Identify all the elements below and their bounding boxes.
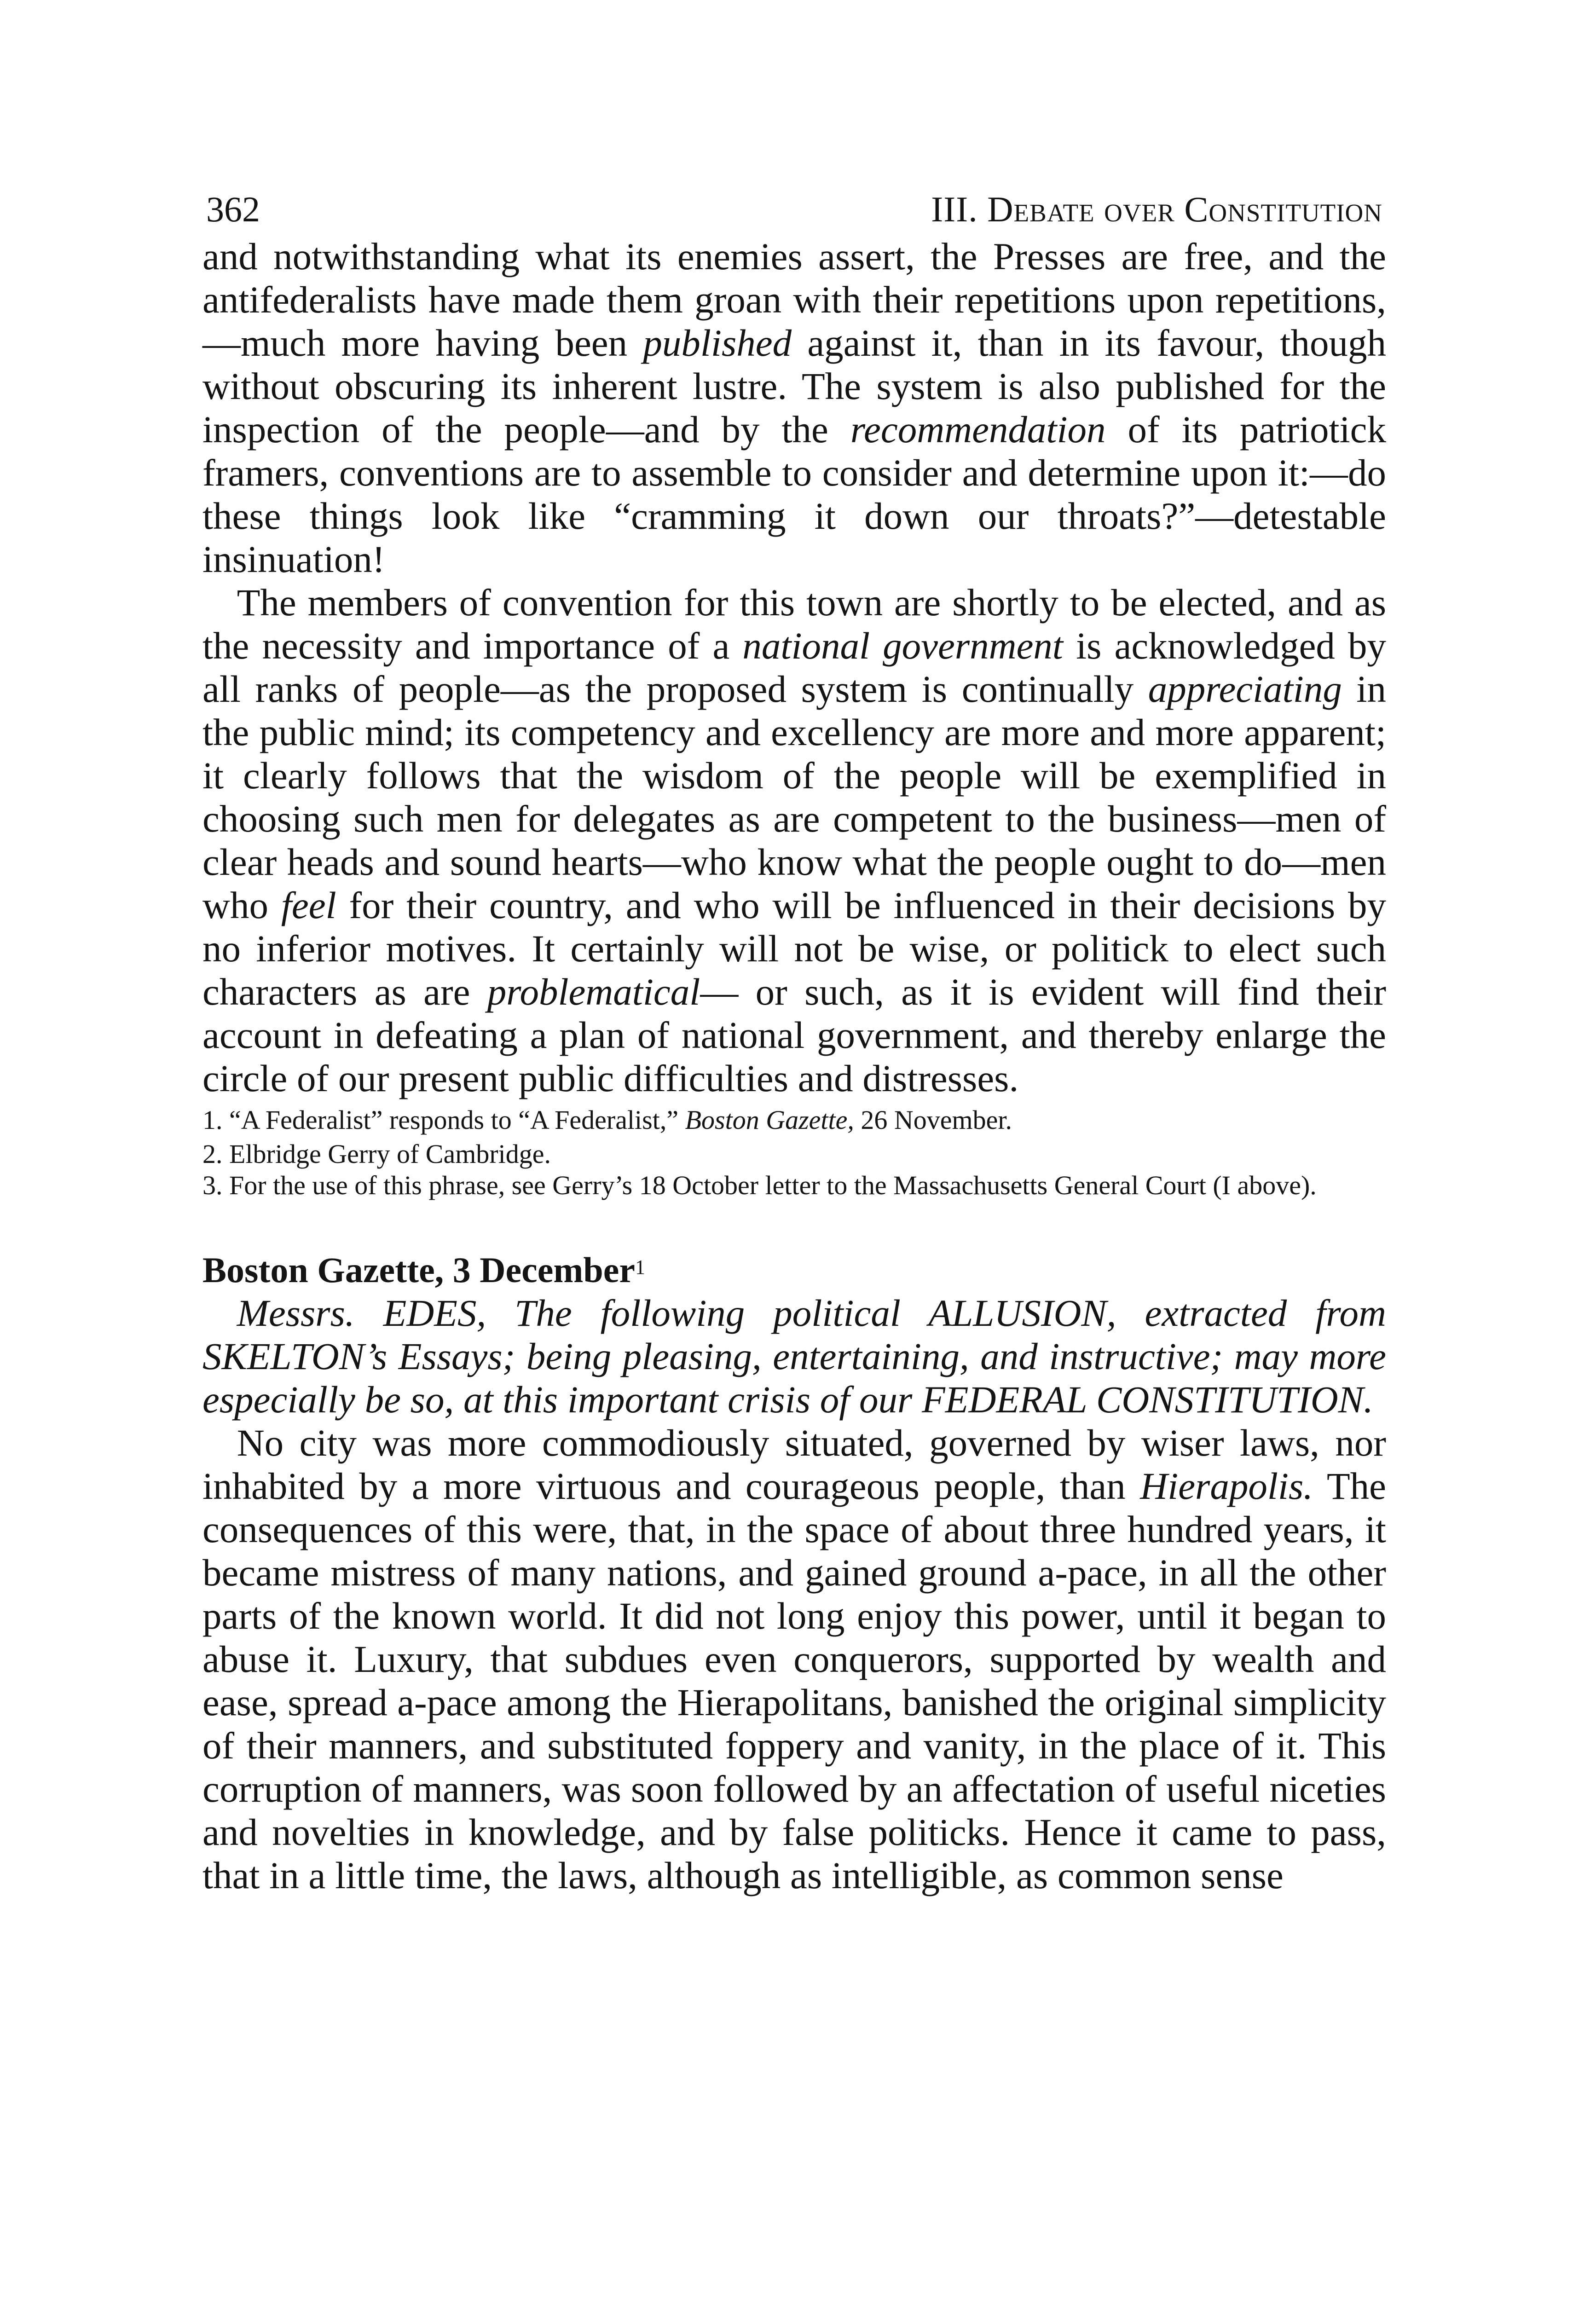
emphasis-published: published xyxy=(643,322,792,364)
page-number: 362 xyxy=(206,189,260,229)
editor-intro: Messrs. EDES, The following political ALLUSION, extracted from SKELTON’s Essays; being pleasing, entertaining, and instructive; may more especially be so, at this important crisis of our FEDERAL CONSTITUTION. xyxy=(202,1292,1386,1421)
emphasis-appreciating: appreciating xyxy=(1148,668,1342,710)
emphasis-hierapolis: Hierapolis. xyxy=(1140,1465,1313,1507)
emphasis-problematical: problematical xyxy=(487,971,700,1013)
emphasis-feel: feel xyxy=(281,884,336,926)
paragraph-continued: and notwithstanding what its enemies assert, the Presses are free, and the antifederalists have made them groan with their repetitions upon repetitions,—much more having been published against it, than in its favour, though without obscuring its inherent lustre. The system is also published for the inspection of the people—and by the recommendation of its patriotick framers, conventions are to assemble to consider and determine upon it:—do these things look like “cramming it down our throats?”—detestable insinuation! xyxy=(202,235,1386,580)
footnote-ref: 1 xyxy=(635,1256,645,1278)
footnote-1: 1. “A Federalist” responds to “A Federalist,” Boston Gazette, 26 November. xyxy=(202,1105,1012,1135)
footnotes xyxy=(202,1104,1386,1201)
book-page xyxy=(202,184,1386,1897)
page-header xyxy=(202,184,1386,235)
paragraph-hierapolis: No city was more commodiously situated, governed by wiser laws, nor inhabited by a more virtuous and courageous people, than Hierapolis. The consequences of this were, that, in the space of about three hundred years, it became mistress of many nations, and gained ground a-pace, in all the other parts of the known world. It did not long enjoy this power, until it began to abuse it. Luxury, that subdues even conquerors, supported by wealth and ease, spread a-pace among the Hierapolitans, banished the original simplicity of their manners, and substituted foppery and vanity, in the place of it. This corruption of manners, was soon followed by an affectation of useful niceties and novelties in knowledge, and by false politicks. Hence it came to pass, that in a little time, the laws, although as intelligible, as common sense xyxy=(202,1422,1387,1896)
running-head: III. Debate over Constitution xyxy=(931,189,1382,229)
section-body xyxy=(202,1291,1386,1897)
emphasis-recommendation: recommendation xyxy=(850,408,1106,451)
emphasis-national-government: national government xyxy=(742,624,1063,667)
footnote-2: 2. Elbridge Gerry of Cambridge. xyxy=(202,1139,551,1169)
footnote-3: 3. For the use of this phrase, see Gerry’s 18 October letter to the Massachusetts General Court (I above). xyxy=(202,1170,1317,1200)
paragraph-convention: The members of convention for this town are shortly to be elected, and as the necessity and importance of a national government is acknowledged by all ranks of people—as the proposed system is continually appreciating in the public mind; its competency and excellency are more and more apparent; it clearly follows that the wisdom of the people will be exemplified in choosing such men for delegates as are competent to the business—men of clear heads and sound hearts—who know what the people ought to do—men who feel for their country, and who will be influenced in their decisions by no inferior motives. It certainly will not be wise, or politick to elect such characters as are problematical— or such, as it is evident will find their account in defeating a plan of national government, and thereby enlarge the circle of our present public difficulties and distresses. xyxy=(202,581,1387,1099)
section-heading: Boston Gazette, 3 December$^1$ xyxy=(202,1250,645,1290)
body-text xyxy=(202,235,1386,1100)
